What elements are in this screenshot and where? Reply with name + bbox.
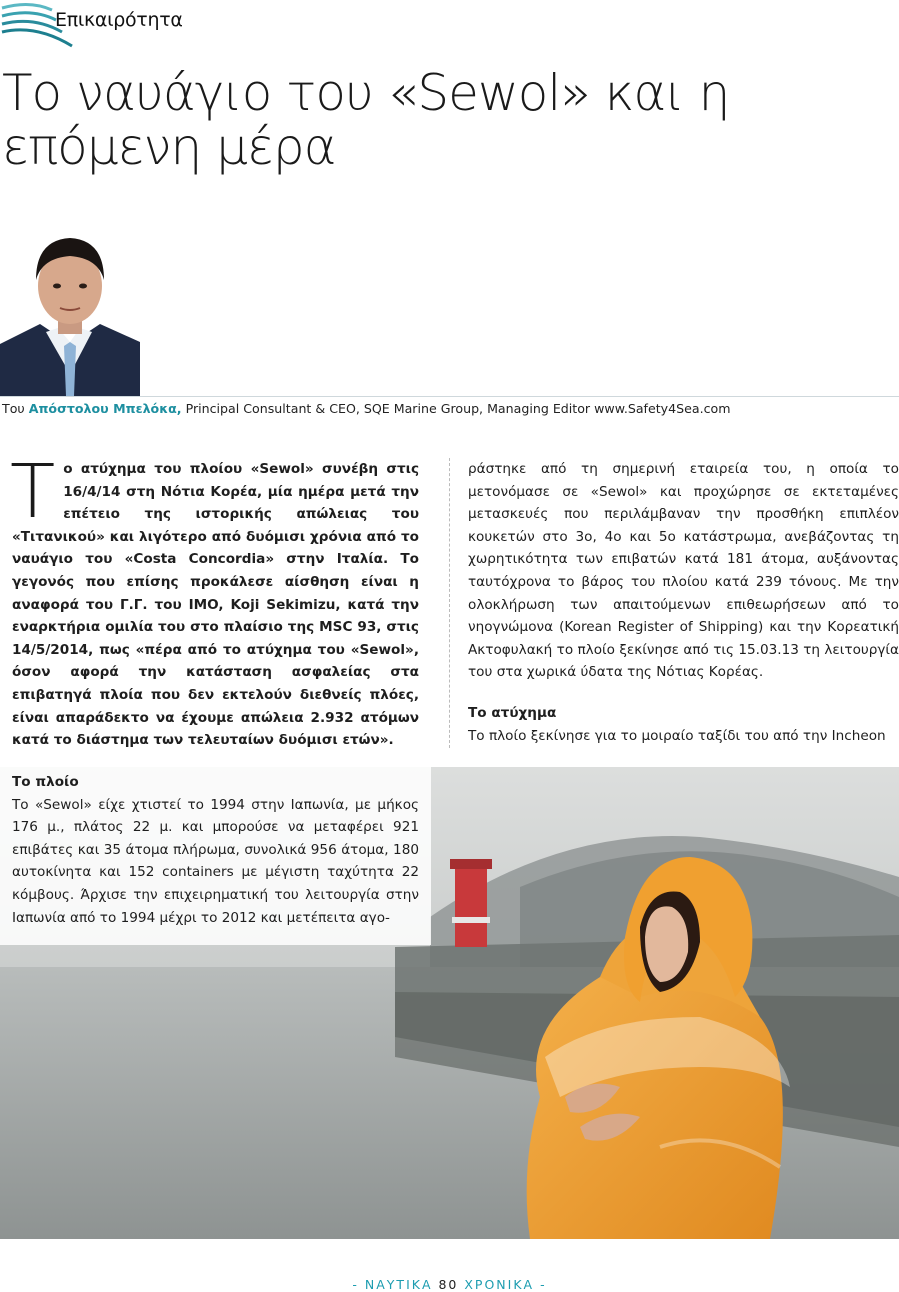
section-title: Επικαιρότητα [55,9,183,31]
byline [2,401,731,416]
article-headline: Το ναυάγιο του «Sewol» και η επόμενη μέρα [2,64,730,176]
ship-paragraph: Το «Sewol» είχε χτιστεί το 1994 στην Ιαπωνία, με μήκος 176 μ., πλάτος 22 μ. και μπορούσε να μεταφέρει 921 επιβάτες και 35 άτομα πλήρωμα, συνολικά 956 άτομα, 180 αυτοκίνητα και 152 containers με μέγιστη ταχύτητα 22 κόμβους. Άρχισε την επιχειρηματική του λειτουργία στην Ιαπωνία από το 1994 μέχρι το 2012 και μετέπειτα αγο- [12,796,419,926]
section-header [0,0,300,48]
right-column [468,458,899,747]
right-column-paragraph: ράστηκε από τη σημερινή εταιρεία του, η οποία το μετονόμασε σε «Sewol» και προχώρησε σε εκτεταμένες μετασκευές που περιλάμβαναν την προσθήκη επιπλέον κουκετών στο 3ο, 4ο και 5ο κατάστρωμα, ανεβάζοντας τη χωρητικότητα των επιβατών κατά 181 άτομα, αυξάνοντας ταυτόχρονα το βάρος του πλοίου κατά 239 τόνους. Με την ολοκλήρωση των απαιτούμενων επιθεωρήσεων από το νηογνώμονα (Korean Register of Shipping) και την Κορεατική Ακτοφυλακή το πλοίο ξεκίνησε από τις 15.03.13 τη λειτουργία του στα χωρικά ύδατα της Νότιας Κορέας. [468,461,899,681]
footer-right: ΧΡΟΝΙΚΑ - [458,1277,547,1292]
page-number: 80 [438,1277,459,1292]
ship-section [12,771,419,929]
footer-left: - ΝΑΥΤΙΚΑ [352,1277,439,1292]
byline-prefix: Του [2,401,25,416]
intro-paragraph: ο ατύχημα του πλοίου «Sewol» συνέβη στις 16/4/14 στη Νότια Κορέα, μία ημέρα μετά την επέτειο της ιστορικής απώλειας του «Τιτανικού» και λιγότερο από δυόμισι χρόνια από το ναυάγιο του «Costa Concordia» στην Ιταλία. Το γεγονός που επίσης προκάλεσε αίσθηση είναι η αναφορά του Γ.Γ. του IMO, Koji Sekimizu, κατά την εναρκτήρια ομιλία του στο πλαίσιο της MSC 93, στις 14/5/2014, πως «πέρα από το ατύχημα του «Sewol», όσον αφορά την κατάσταση ασφαλείας στα επιβατηγά πλοία που δεν εκτελούν διεθνείς πλόες, είναι απαράδεκτο να έχουμε απώλεια 2.932 ατόμων κατά το διάστημα των τελευταίων δυόμισι ετών». [12,461,419,749]
accident-subhead: Το ατύχημα [468,704,557,721]
author-photo [0,224,140,396]
author-name: Απόστολου Μπελόκα, [28,401,182,416]
page-footer [0,1277,899,1292]
intro-column [10,449,419,752]
drop-cap: Τ [10,449,56,535]
ship-subhead: Το πλοίο [12,774,79,790]
column-divider [449,458,450,748]
accident-paragraph: Το πλοίο ξεκίνησε για το μοιραίο ταξίδι του από την Incheon [468,727,886,744]
byline-divider [0,396,899,397]
author-role: Principal Consultant & CEO, SQE Marine Group, Managing Editor www.Safety4Sea.com [181,401,731,416]
